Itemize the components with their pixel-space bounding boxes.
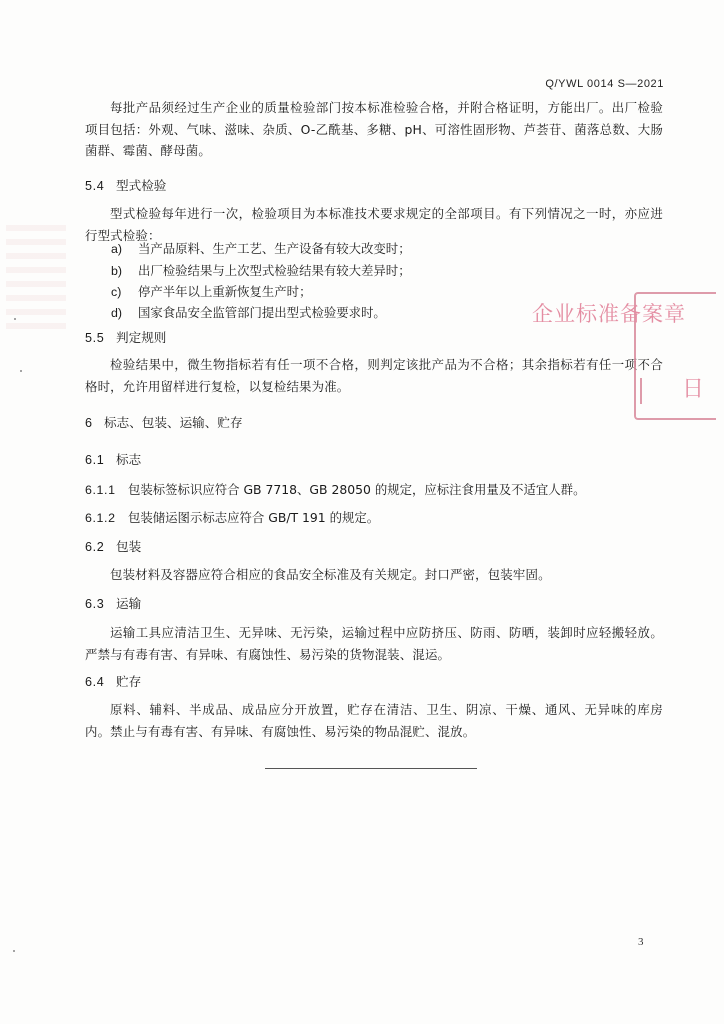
section-number: 5.5	[85, 331, 105, 345]
section-number: 6.1	[85, 453, 105, 467]
scan-speck	[14, 318, 16, 320]
list-text: 国家食品安全监管部门提出型式检验要求时。	[138, 305, 386, 320]
scan-speck	[13, 950, 15, 952]
transport-paragraph: 运输工具应清洁卫生、无异味、无污染，运输过程中应防挤压、防雨、防晒，装卸时应轻搬轻放。严禁与有毒有害、有异味、有腐蚀性、易污染的货物混装、混运。	[85, 625, 663, 662]
stamp-stroke	[640, 378, 642, 404]
clause-number: 6.1.1	[85, 483, 116, 497]
list-label: c)	[111, 285, 122, 299]
list-label: b)	[111, 264, 123, 278]
section-title: 型式检验	[116, 178, 167, 193]
page-number: 3	[638, 936, 644, 948]
list-text: 当产品原料、生产工艺、生产设备有较大改变时；	[138, 241, 411, 256]
list-label: d)	[111, 306, 123, 320]
section-title: 包装	[116, 539, 142, 554]
clause-6-1-2	[85, 509, 379, 527]
section-number: 5.4	[85, 179, 105, 193]
stamp-day-text: 日	[682, 377, 705, 402]
chapter-number: 6	[85, 416, 93, 430]
section-number: 6.3	[85, 597, 105, 611]
section-title: 贮存	[116, 674, 142, 689]
list-text: 出厂检验结果与上次型式检验结果有较大差异时；	[138, 263, 411, 278]
type-inspection-intro: 型式检验每年进行一次，检验项目为本标准技术要求规定的全部项目。有下列情况之一时，亦应进行型式检验：	[85, 206, 663, 243]
section-6-4-heading	[85, 673, 141, 691]
list-label: a)	[111, 242, 123, 256]
section-title: 标志	[116, 452, 142, 467]
section-number: 6.4	[85, 675, 105, 689]
document-code: Q/YWL 0014 S—2021	[545, 78, 664, 90]
list-item	[111, 304, 386, 322]
list-text: 停产半年以上重新恢复生产时；	[138, 284, 312, 299]
chapter-title: 标志、包装、运输、贮存	[104, 415, 243, 430]
factory-inspection-paragraph: 每批产品须经过生产企业的质量检验部门按本标准检验合格，并附合格证明，方能出厂。出厂检验项目包括：外观、气味、滋味、杂质、O-乙酰基、多糖、pH、可溶性固形物、芦荟苷、菌落总数、大肠菌群、霉菌、酵母菌。	[85, 100, 663, 158]
section-5-5-heading	[85, 329, 166, 347]
section-title: 运输	[116, 596, 142, 611]
list-item	[111, 240, 411, 258]
packaging-paragraph: 包装材料及容器应符合相应的食品安全标准及有关规定。封口严密，包装牢固。	[110, 567, 551, 582]
section-6-1-heading	[85, 451, 141, 469]
clause-text: 包装储运图示标志应符合 GB/T 191 的规定。	[128, 510, 380, 525]
judgement-rule-paragraph: 检验结果中，微生物指标若有任一项不合格，则判定该批产品为不合格；其余指标若有任一项不合格时，允许用留样进行复检，以复检结果为准。	[85, 357, 663, 394]
list-item	[111, 262, 411, 280]
clause-text: 包装标签标识应符合 GB 7718、GB 28050 的规定，应标注食用量及不适宜人群。	[128, 482, 586, 497]
section-title: 判定规则	[116, 330, 167, 345]
list-item	[111, 283, 311, 301]
clause-6-1-1	[85, 481, 585, 499]
section-5-4-heading	[85, 177, 166, 195]
section-number: 6.2	[85, 540, 105, 554]
end-divider-line	[265, 768, 477, 769]
section-6-2-heading	[85, 538, 141, 556]
clause-number: 6.1.2	[85, 511, 116, 525]
filing-stamp	[532, 292, 716, 420]
section-6-3-heading	[85, 595, 141, 613]
stamp-text: 企业标准备案章	[532, 302, 686, 326]
storage-paragraph: 原料、辅料、半成品、成品应分开放置，贮存在清洁、卫生、阴凉、干燥、通风、无异味的库房内。禁止与有毒有害、有异味、有腐蚀性、易污染的物品混贮、混放。	[85, 702, 663, 739]
chapter-6-heading	[85, 414, 243, 432]
scan-speck	[20, 370, 22, 372]
